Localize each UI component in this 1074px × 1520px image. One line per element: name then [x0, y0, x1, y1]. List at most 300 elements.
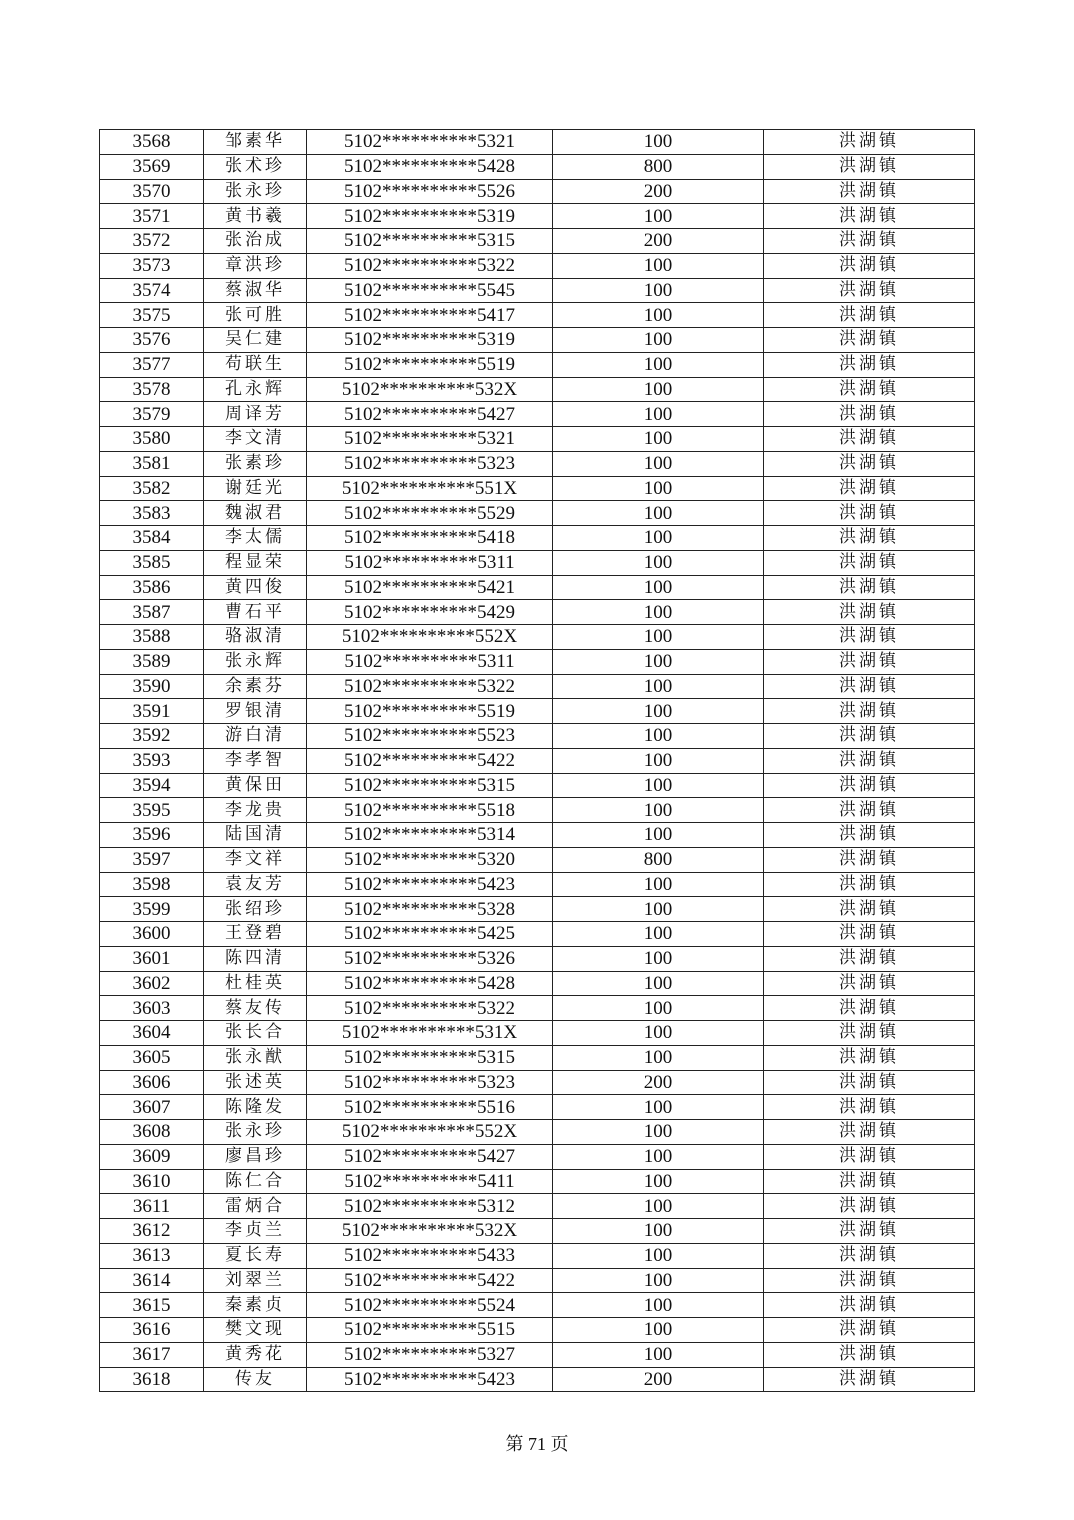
- name-cell: 张治成: [204, 229, 307, 254]
- amount-cell: 100: [553, 872, 764, 897]
- row-number-cell: 3595: [100, 798, 204, 823]
- town-cell: 洪湖镇: [764, 476, 975, 501]
- row-number-cell: 3598: [100, 872, 204, 897]
- name-cell: 李文清: [204, 427, 307, 452]
- name-cell: 张永辉: [204, 649, 307, 674]
- table-row: [100, 1268, 975, 1293]
- id-number-cell: 5102**********552X: [307, 1120, 553, 1145]
- name-cell: 罗银清: [204, 699, 307, 724]
- table-row: [100, 847, 975, 872]
- amount-cell: 100: [553, 1342, 764, 1367]
- amount-cell: 100: [553, 328, 764, 353]
- name-cell: 苟联生: [204, 352, 307, 377]
- table-row: [100, 897, 975, 922]
- row-number-cell: 3594: [100, 773, 204, 798]
- table-row: [100, 625, 975, 650]
- town-cell: 洪湖镇: [764, 204, 975, 229]
- name-cell: 谢廷光: [204, 476, 307, 501]
- id-number-cell: 5102**********551X: [307, 476, 553, 501]
- id-number-cell: 5102**********532X: [307, 377, 553, 402]
- row-number-cell: 3576: [100, 328, 204, 353]
- town-cell: 洪湖镇: [764, 402, 975, 427]
- id-number-cell: 5102**********5320: [307, 847, 553, 872]
- row-number-cell: 3604: [100, 1021, 204, 1046]
- name-cell: 陈仁合: [204, 1169, 307, 1194]
- amount-cell: 200: [553, 179, 764, 204]
- row-number-cell: 3616: [100, 1318, 204, 1343]
- id-number-cell: 5102**********5428: [307, 971, 553, 996]
- id-number-cell: 5102**********5322: [307, 674, 553, 699]
- id-number-cell: 5102**********5516: [307, 1095, 553, 1120]
- amount-cell: 100: [553, 773, 764, 798]
- name-cell: 李文祥: [204, 847, 307, 872]
- amount-cell: 100: [553, 476, 764, 501]
- table-row: [100, 1045, 975, 1070]
- row-number-cell: 3608: [100, 1120, 204, 1145]
- town-cell: 洪湖镇: [764, 897, 975, 922]
- amount-cell: 100: [553, 427, 764, 452]
- table-row: [100, 1070, 975, 1095]
- id-number-cell: 5102**********5322: [307, 996, 553, 1021]
- town-cell: 洪湖镇: [764, 427, 975, 452]
- id-number-cell: 5102**********5321: [307, 130, 553, 155]
- name-cell: 张术珍: [204, 154, 307, 179]
- row-number-cell: 3575: [100, 303, 204, 328]
- name-cell: 李太儒: [204, 526, 307, 551]
- name-cell: 雷炳合: [204, 1194, 307, 1219]
- id-number-cell: 5102**********5319: [307, 204, 553, 229]
- id-number-cell: 5102**********5417: [307, 303, 553, 328]
- table-row: [100, 922, 975, 947]
- id-number-cell: 5102**********5314: [307, 823, 553, 848]
- row-number-cell: 3577: [100, 352, 204, 377]
- town-cell: 洪湖镇: [764, 377, 975, 402]
- town-cell: 洪湖镇: [764, 575, 975, 600]
- id-number-cell: 5102**********5311: [307, 550, 553, 575]
- town-cell: 洪湖镇: [764, 847, 975, 872]
- row-number-cell: 3592: [100, 724, 204, 749]
- name-cell: 李贞兰: [204, 1219, 307, 1244]
- amount-cell: 100: [553, 402, 764, 427]
- table-row: [100, 1120, 975, 1145]
- row-number-cell: 3571: [100, 204, 204, 229]
- town-cell: 洪湖镇: [764, 1194, 975, 1219]
- town-cell: 洪湖镇: [764, 625, 975, 650]
- name-cell: 樊文现: [204, 1318, 307, 1343]
- name-cell: 黄四俊: [204, 575, 307, 600]
- town-cell: 洪湖镇: [764, 872, 975, 897]
- row-number-cell: 3584: [100, 526, 204, 551]
- town-cell: 洪湖镇: [764, 1120, 975, 1145]
- row-number-cell: 3579: [100, 402, 204, 427]
- row-number-cell: 3615: [100, 1293, 204, 1318]
- row-number-cell: 3618: [100, 1367, 204, 1392]
- name-cell: 陈四清: [204, 946, 307, 971]
- amount-cell: 100: [553, 748, 764, 773]
- name-cell: 蔡淑华: [204, 278, 307, 303]
- name-cell: 黄秀花: [204, 1342, 307, 1367]
- row-number-cell: 3572: [100, 229, 204, 254]
- amount-cell: 100: [553, 575, 764, 600]
- row-number-cell: 3599: [100, 897, 204, 922]
- table-row: [100, 402, 975, 427]
- row-number-cell: 3587: [100, 600, 204, 625]
- table-row: [100, 748, 975, 773]
- row-number-cell: 3573: [100, 253, 204, 278]
- name-cell: 黄保田: [204, 773, 307, 798]
- table-row: [100, 377, 975, 402]
- row-number-cell: 3570: [100, 179, 204, 204]
- amount-cell: 100: [553, 1243, 764, 1268]
- id-number-cell: 5102**********5418: [307, 526, 553, 551]
- row-number-cell: 3606: [100, 1070, 204, 1095]
- id-number-cell: 5102**********5526: [307, 179, 553, 204]
- row-number-cell: 3605: [100, 1045, 204, 1070]
- table-row: [100, 501, 975, 526]
- town-cell: 洪湖镇: [764, 1144, 975, 1169]
- id-number-cell: 5102**********5326: [307, 946, 553, 971]
- row-number-cell: 3569: [100, 154, 204, 179]
- town-cell: 洪湖镇: [764, 1342, 975, 1367]
- amount-cell: 100: [553, 352, 764, 377]
- table-row: [100, 1367, 975, 1392]
- amount-cell: 100: [553, 303, 764, 328]
- name-cell: 黄书羲: [204, 204, 307, 229]
- amount-cell: 100: [553, 724, 764, 749]
- table-row: [100, 154, 975, 179]
- table-row: [100, 773, 975, 798]
- town-cell: 洪湖镇: [764, 674, 975, 699]
- town-cell: 洪湖镇: [764, 798, 975, 823]
- town-cell: 洪湖镇: [764, 328, 975, 353]
- table-row: [100, 1169, 975, 1194]
- town-cell: 洪湖镇: [764, 946, 975, 971]
- row-number-cell: 3603: [100, 996, 204, 1021]
- name-cell: 传友: [204, 1367, 307, 1392]
- amount-cell: 100: [553, 1095, 764, 1120]
- town-cell: 洪湖镇: [764, 922, 975, 947]
- id-number-cell: 5102**********5545: [307, 278, 553, 303]
- records-table-body: [100, 130, 975, 1392]
- name-cell: 张素珍: [204, 451, 307, 476]
- amount-cell: 100: [553, 1268, 764, 1293]
- town-cell: 洪湖镇: [764, 1318, 975, 1343]
- town-cell: 洪湖镇: [764, 1268, 975, 1293]
- name-cell: 李龙贵: [204, 798, 307, 823]
- table-row: [100, 1219, 975, 1244]
- table-row: [100, 946, 975, 971]
- table-row: [100, 575, 975, 600]
- id-number-cell: 5102**********5519: [307, 699, 553, 724]
- amount-cell: 100: [553, 377, 764, 402]
- town-cell: 洪湖镇: [764, 1095, 975, 1120]
- amount-cell: 100: [553, 600, 764, 625]
- name-cell: 程显荣: [204, 550, 307, 575]
- amount-cell: 100: [553, 1169, 764, 1194]
- table-row: [100, 1144, 975, 1169]
- id-number-cell: 5102**********5423: [307, 1367, 553, 1392]
- amount-cell: 100: [553, 946, 764, 971]
- name-cell: 王登碧: [204, 922, 307, 947]
- row-number-cell: 3580: [100, 427, 204, 452]
- town-cell: 洪湖镇: [764, 823, 975, 848]
- row-number-cell: 3596: [100, 823, 204, 848]
- town-cell: 洪湖镇: [764, 1293, 975, 1318]
- amount-cell: 100: [553, 798, 764, 823]
- table-row: [100, 1021, 975, 1046]
- town-cell: 洪湖镇: [764, 1169, 975, 1194]
- id-number-cell: 5102**********5422: [307, 748, 553, 773]
- name-cell: 邹素华: [204, 130, 307, 155]
- row-number-cell: 3586: [100, 575, 204, 600]
- town-cell: 洪湖镇: [764, 130, 975, 155]
- name-cell: 章洪珍: [204, 253, 307, 278]
- table-row: [100, 1095, 975, 1120]
- table-row: [100, 550, 975, 575]
- amount-cell: 800: [553, 847, 764, 872]
- amount-cell: 100: [553, 204, 764, 229]
- table-row: [100, 649, 975, 674]
- table-row: [100, 823, 975, 848]
- amount-cell: 100: [553, 1293, 764, 1318]
- name-cell: 周译芳: [204, 402, 307, 427]
- table-row: [100, 204, 975, 229]
- town-cell: 洪湖镇: [764, 550, 975, 575]
- name-cell: 杜桂英: [204, 971, 307, 996]
- name-cell: 吴仁建: [204, 328, 307, 353]
- town-cell: 洪湖镇: [764, 451, 975, 476]
- id-number-cell: 5102**********5315: [307, 1045, 553, 1070]
- page-number: 第 71 页: [505, 1434, 569, 1454]
- row-number-cell: 3585: [100, 550, 204, 575]
- town-cell: 洪湖镇: [764, 1021, 975, 1046]
- town-cell: 洪湖镇: [764, 1367, 975, 1392]
- table-row: [100, 427, 975, 452]
- row-number-cell: 3610: [100, 1169, 204, 1194]
- amount-cell: 200: [553, 229, 764, 254]
- id-number-cell: 5102**********5328: [307, 897, 553, 922]
- name-cell: 张绍珍: [204, 897, 307, 922]
- table-row: [100, 971, 975, 996]
- row-number-cell: 3593: [100, 748, 204, 773]
- town-cell: 洪湖镇: [764, 971, 975, 996]
- row-number-cell: 3591: [100, 699, 204, 724]
- amount-cell: 200: [553, 1367, 764, 1392]
- id-number-cell: 5102**********552X: [307, 625, 553, 650]
- amount-cell: 200: [553, 1070, 764, 1095]
- id-number-cell: 5102**********5518: [307, 798, 553, 823]
- id-number-cell: 5102**********5425: [307, 922, 553, 947]
- name-cell: 蔡友传: [204, 996, 307, 1021]
- amount-cell: 100: [553, 996, 764, 1021]
- table-row: [100, 526, 975, 551]
- town-cell: 洪湖镇: [764, 996, 975, 1021]
- table-row: [100, 253, 975, 278]
- name-cell: 张永猷: [204, 1045, 307, 1070]
- amount-cell: 100: [553, 625, 764, 650]
- name-cell: 张述英: [204, 1070, 307, 1095]
- row-number-cell: 3617: [100, 1342, 204, 1367]
- name-cell: 曹石平: [204, 600, 307, 625]
- row-number-cell: 3613: [100, 1243, 204, 1268]
- amount-cell: 100: [553, 897, 764, 922]
- amount-cell: 100: [553, 971, 764, 996]
- id-number-cell: 5102**********5322: [307, 253, 553, 278]
- table-row: [100, 179, 975, 204]
- name-cell: 张永珍: [204, 179, 307, 204]
- row-number-cell: 3589: [100, 649, 204, 674]
- table-row: [100, 1342, 975, 1367]
- amount-cell: 100: [553, 451, 764, 476]
- amount-cell: 100: [553, 1021, 764, 1046]
- table-row: [100, 699, 975, 724]
- table-row: [100, 798, 975, 823]
- table-row: [100, 872, 975, 897]
- name-cell: 秦素贞: [204, 1293, 307, 1318]
- amount-cell: 100: [553, 823, 764, 848]
- id-number-cell: 5102**********5315: [307, 229, 553, 254]
- row-number-cell: 3600: [100, 922, 204, 947]
- id-number-cell: 5102**********5311: [307, 649, 553, 674]
- town-cell: 洪湖镇: [764, 600, 975, 625]
- id-number-cell: 5102**********5323: [307, 1070, 553, 1095]
- id-number-cell: 5102**********531X: [307, 1021, 553, 1046]
- amount-cell: 100: [553, 1219, 764, 1244]
- row-number-cell: 3609: [100, 1144, 204, 1169]
- town-cell: 洪湖镇: [764, 748, 975, 773]
- table-row: [100, 1293, 975, 1318]
- name-cell: 骆淑清: [204, 625, 307, 650]
- row-number-cell: 3611: [100, 1194, 204, 1219]
- name-cell: 陈隆发: [204, 1095, 307, 1120]
- row-number-cell: 3588: [100, 625, 204, 650]
- table-row: [100, 328, 975, 353]
- town-cell: 洪湖镇: [764, 773, 975, 798]
- town-cell: 洪湖镇: [764, 1070, 975, 1095]
- row-number-cell: 3581: [100, 451, 204, 476]
- name-cell: 廖昌珍: [204, 1144, 307, 1169]
- row-number-cell: 3614: [100, 1268, 204, 1293]
- table-row: [100, 303, 975, 328]
- amount-cell: 100: [553, 1120, 764, 1145]
- id-number-cell: 5102**********5411: [307, 1169, 553, 1194]
- table-row: [100, 229, 975, 254]
- row-number-cell: 3597: [100, 847, 204, 872]
- town-cell: 洪湖镇: [764, 278, 975, 303]
- table-row: [100, 724, 975, 749]
- amount-cell: 100: [553, 1144, 764, 1169]
- town-cell: 洪湖镇: [764, 303, 975, 328]
- amount-cell: 100: [553, 922, 764, 947]
- town-cell: 洪湖镇: [764, 1045, 975, 1070]
- table-row: [100, 600, 975, 625]
- id-number-cell: 5102**********5519: [307, 352, 553, 377]
- name-cell: 张长合: [204, 1021, 307, 1046]
- row-number-cell: 3578: [100, 377, 204, 402]
- town-cell: 洪湖镇: [764, 526, 975, 551]
- id-number-cell: 5102**********5429: [307, 600, 553, 625]
- table-row: [100, 476, 975, 501]
- id-number-cell: 5102**********5323: [307, 451, 553, 476]
- row-number-cell: 3582: [100, 476, 204, 501]
- name-cell: 孔永辉: [204, 377, 307, 402]
- amount-cell: 100: [553, 1194, 764, 1219]
- id-number-cell: 5102**********5321: [307, 427, 553, 452]
- row-number-cell: 3607: [100, 1095, 204, 1120]
- amount-cell: 100: [553, 1045, 764, 1070]
- id-number-cell: 5102**********532X: [307, 1219, 553, 1244]
- row-number-cell: 3568: [100, 130, 204, 155]
- town-cell: 洪湖镇: [764, 724, 975, 749]
- id-number-cell: 5102**********5427: [307, 1144, 553, 1169]
- id-number-cell: 5102**********5524: [307, 1293, 553, 1318]
- name-cell: 张可胜: [204, 303, 307, 328]
- table-row: [100, 278, 975, 303]
- id-number-cell: 5102**********5421: [307, 575, 553, 600]
- records-table: [99, 129, 975, 1392]
- id-number-cell: 5102**********5422: [307, 1268, 553, 1293]
- table-row: [100, 1318, 975, 1343]
- town-cell: 洪湖镇: [764, 649, 975, 674]
- id-number-cell: 5102**********5327: [307, 1342, 553, 1367]
- amount-cell: 100: [553, 699, 764, 724]
- amount-cell: 100: [553, 253, 764, 278]
- town-cell: 洪湖镇: [764, 179, 975, 204]
- id-number-cell: 5102**********5428: [307, 154, 553, 179]
- name-cell: 李孝智: [204, 748, 307, 773]
- row-number-cell: 3583: [100, 501, 204, 526]
- row-number-cell: 3601: [100, 946, 204, 971]
- name-cell: 余素芬: [204, 674, 307, 699]
- id-number-cell: 5102**********5427: [307, 402, 553, 427]
- town-cell: 洪湖镇: [764, 1243, 975, 1268]
- amount-cell: 100: [553, 550, 764, 575]
- town-cell: 洪湖镇: [764, 229, 975, 254]
- id-number-cell: 5102**********5319: [307, 328, 553, 353]
- amount-cell: 100: [553, 649, 764, 674]
- name-cell: 游白清: [204, 724, 307, 749]
- name-cell: 魏淑君: [204, 501, 307, 526]
- id-number-cell: 5102**********5515: [307, 1318, 553, 1343]
- row-number-cell: 3590: [100, 674, 204, 699]
- amount-cell: 100: [553, 278, 764, 303]
- table-row: [100, 1243, 975, 1268]
- town-cell: 洪湖镇: [764, 253, 975, 278]
- id-number-cell: 5102**********5312: [307, 1194, 553, 1219]
- name-cell: 刘翠兰: [204, 1268, 307, 1293]
- table-row: [100, 674, 975, 699]
- amount-cell: 800: [553, 154, 764, 179]
- amount-cell: 100: [553, 501, 764, 526]
- id-number-cell: 5102**********5523: [307, 724, 553, 749]
- row-number-cell: 3574: [100, 278, 204, 303]
- amount-cell: 100: [553, 674, 764, 699]
- town-cell: 洪湖镇: [764, 501, 975, 526]
- name-cell: 陆国清: [204, 823, 307, 848]
- table-row: [100, 451, 975, 476]
- town-cell: 洪湖镇: [764, 1219, 975, 1244]
- town-cell: 洪湖镇: [764, 352, 975, 377]
- id-number-cell: 5102**********5529: [307, 501, 553, 526]
- amount-cell: 100: [553, 130, 764, 155]
- name-cell: 夏长寿: [204, 1243, 307, 1268]
- row-number-cell: 3602: [100, 971, 204, 996]
- amount-cell: 100: [553, 526, 764, 551]
- id-number-cell: 5102**********5315: [307, 773, 553, 798]
- table-row: [100, 996, 975, 1021]
- id-number-cell: 5102**********5433: [307, 1243, 553, 1268]
- name-cell: 袁友芳: [204, 872, 307, 897]
